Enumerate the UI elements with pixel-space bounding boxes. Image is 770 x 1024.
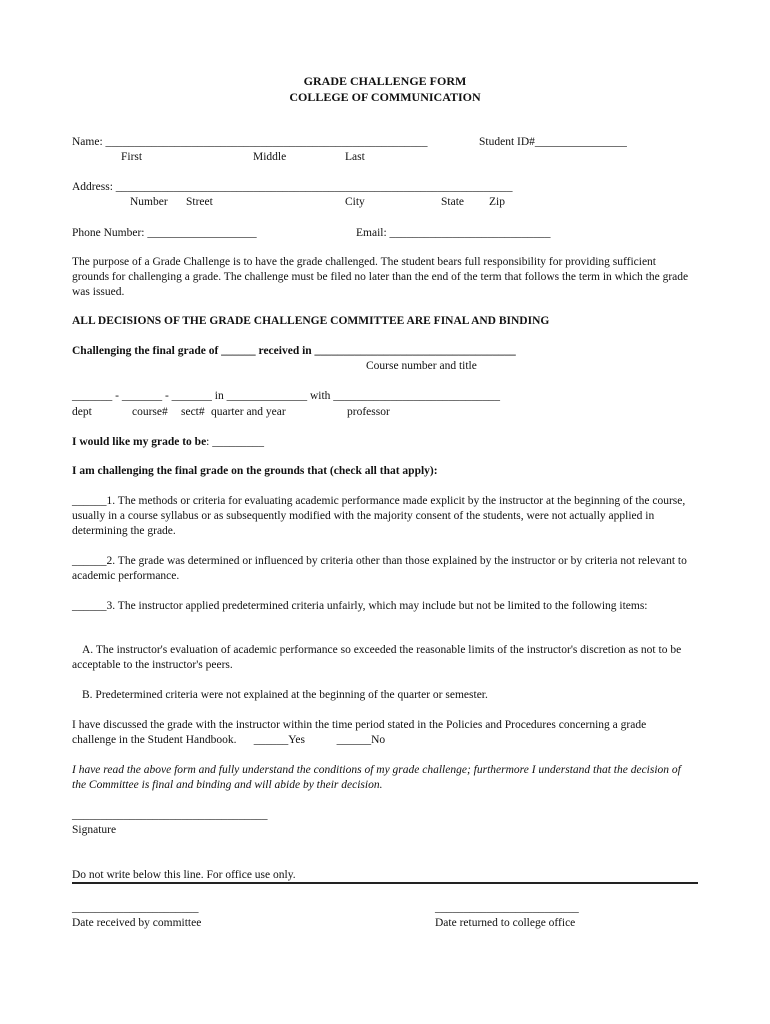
form-title: GRADE CHALLENGE FORM [303,74,467,88]
address-state-caption: State [441,196,464,208]
address-city-caption: City [345,196,365,208]
discussed-yes-option[interactable]: ______Yes [253,734,305,746]
ground-item-1[interactable]: ______1. The methods or criteria for evaluating academic performance made explicit by the instructor at the beginning of the course, usually in a course syllabus or as subsequently modified with the majority consent of the students, were not actually applied in determining the grade. [72,495,686,537]
desired-grade-label: I would like my grade to be [72,436,207,448]
college-title: COLLEGE OF COMMUNICATION [289,90,481,104]
purpose-paragraph: The purpose of a Grade Challenge is to have the grade challenged. The student bears full responsibility for providing sufficient grounds for challenging a grade. The challenge must be filed no later than the end of the term that follows the term in which the grade was issued. [72,256,689,298]
office-use-divider [72,882,698,884]
date-returned-label: Date returned to college office [435,917,576,929]
phone-field[interactable]: Phone Number: ___________________ [72,227,257,239]
date-received-label: Date received by committee [72,917,202,929]
section-caption: sect# [181,406,205,418]
signature-label: Signature [72,824,117,836]
course-details-field[interactable]: _______ - _______ - _______ in ______________ with _____________________________ [72,390,501,402]
course-caption: Course number and title [366,360,477,372]
decisions-notice: ALL DECISIONS OF THE GRADE CHALLENGE COMMITTEE ARE FINAL AND BINDING [72,315,550,327]
name-field[interactable]: Name: ________________________________________________________ [72,136,428,148]
date-received-line[interactable]: ______________________ [72,902,199,914]
acknowledgement-paragraph: I have read the above form and fully understand the conditions of my grade challenge; furthermore I understand that the decision of the Committee is final and binding and will abide by their decision. [72,764,681,791]
desired-grade-field[interactable] [72,435,264,450]
ground-item-3b: B. Predetermined criteria were not explained at the beginning of the quarter or semester. [82,689,488,701]
professor-caption: professor [347,406,390,418]
address-field[interactable]: Address: _____________________________________________________________________ [72,181,513,193]
student-id-field[interactable]: Student ID#________________ [479,136,627,148]
signature-line[interactable]: __________________________________ [72,809,268,821]
discussed-text: I have discussed the grade with the instructor within the time period stated in the Policies and Procedures concerning a grade challenge in the Student Handbook. [72,719,647,746]
address-street-caption: Street [186,196,213,208]
office-use-note: Do not write below this line. For office use only. [72,869,296,881]
name-first-caption: First [121,151,143,163]
quarter-caption: quarter and year [211,406,286,418]
date-returned-line[interactable]: _________________________ [435,902,579,914]
email-field[interactable]: Email: ____________________________ [356,227,551,239]
dept-caption: dept [72,406,92,418]
desired-grade-blank[interactable]: : _________ [206,436,264,448]
challenging-grade-field[interactable]: Challenging the final grade of ______ received in ___________________________________ [72,345,516,357]
address-zip-caption: Zip [489,196,505,208]
name-middle-caption: Middle [253,151,287,163]
ground-item-3[interactable]: ______3. The instructor applied predetermined criteria unfairly, which may include but not be limited to the following items: [72,600,648,612]
discussed-statement [72,718,692,748]
grounds-heading: I am challenging the final grade on the grounds that (check all that apply): [72,465,438,477]
discussed-no-option[interactable]: ______No [336,734,386,746]
course-number-caption: course# [132,406,168,418]
ground-item-2[interactable]: ______2. The grade was determined or influenced by criteria other than those explained by the instructor or by criteria not relevant to academic performance. [72,555,687,582]
name-last-caption: Last [345,151,365,163]
address-number-caption: Number [130,196,168,208]
ground-item-3a: A. The instructor's evaluation of academic performance so exceeded the reasonable limits of the instructor's discretion as not to be acceptable to the instructor's peers. [72,644,682,671]
